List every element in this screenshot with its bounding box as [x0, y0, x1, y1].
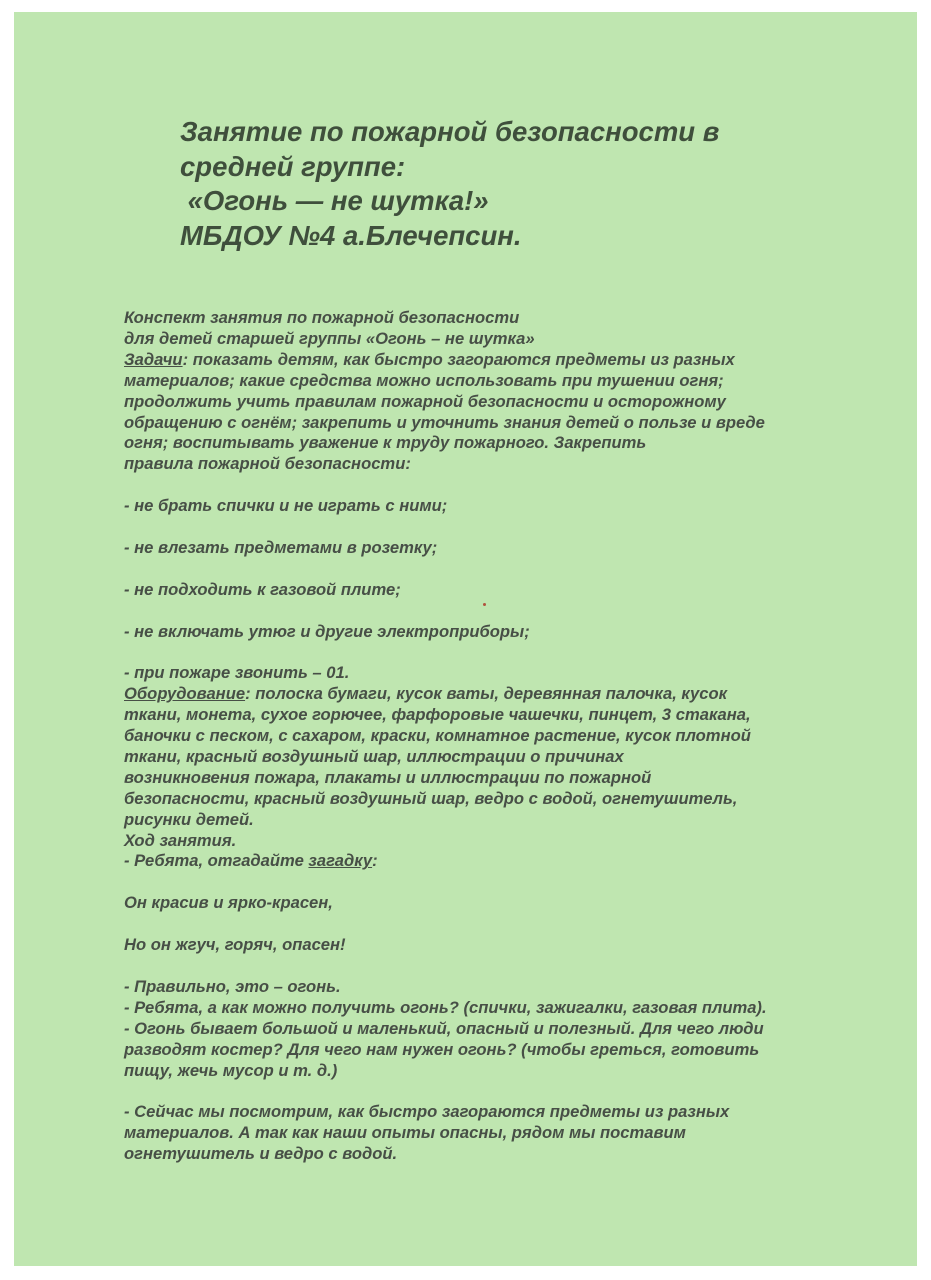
equipment-text: : полоска бумаги, кусок ваты, деревянная палочка, кусок	[245, 684, 728, 704]
riddle-prefix: - Ребята, отгадайте	[124, 851, 309, 871]
course-heading: Ход занятия.	[124, 830, 237, 850]
title-line: «Огонь — не шутка!»	[180, 185, 489, 216]
experiment-line: материалов. А так как наши опыты опасны, рядом мы поставим	[124, 1123, 686, 1143]
equipment-line: ткани, красный воздушный шар, иллюстрации о причинах	[124, 746, 624, 766]
intro-line: для детей старшей группы «Огонь – не шутка»	[124, 328, 535, 348]
riddle-line	[124, 851, 844, 872]
dialogue-line: пищу, жечь мусор и т. д.)	[124, 1060, 338, 1080]
dialogue-line: разводят костер? Для чего нам нужен огонь? (чтобы греться, готовить	[124, 1039, 760, 1059]
rule-item: - при пожаре звонить – 01.	[124, 663, 350, 683]
poem-line: Но он жгуч, горяч, опасен!	[124, 935, 346, 955]
riddle-suffix: :	[372, 851, 378, 871]
equipment-line: безопасности, красный воздушный шар, ведро с водой, огнетушитель,	[124, 788, 738, 808]
rule-item: - не подходить к газовой плите;	[124, 579, 401, 599]
dialogue-line: - Ребята, а как можно получить огонь? (спички, зажигалки, газовая плита).	[124, 997, 767, 1017]
equipment-line: ткани, монета, сухое горючее, фарфоровые чашечки, пинцет, 3 стакана,	[124, 705, 751, 725]
tasks-text: : показать детям, как быстро загораются предметы из разных	[182, 349, 735, 369]
title-line: средней группе:	[180, 150, 406, 182]
dialogue-line: - Огонь бывает большой и маленький, опасный и полезный. Для чего люди	[124, 1018, 764, 1038]
rule-item: - не влезать предметами в розетку;	[124, 537, 438, 557]
tasks-line: продолжить учить правилам пожарной безопасности и осторожному	[124, 391, 726, 411]
tasks-line: огня; воспитывать уважение к труду пожарного. Закрепить	[124, 433, 647, 453]
tasks-line: материалов; какие средства можно использовать при тушении огня;	[124, 370, 724, 390]
tasks-label: Задачи	[124, 349, 183, 369]
equipment-line: возникновения пожара, плакаты и иллюстрации по пожарной	[124, 767, 652, 787]
document-title	[180, 115, 820, 253]
equipment-label: Оборудование	[124, 684, 246, 704]
document-body	[124, 308, 844, 1165]
title-line: МБДОУ №4 а.Блечепсин.	[180, 219, 522, 251]
dialogue-line: - Правильно, это – огонь.	[124, 976, 341, 996]
rule-item: - не брать спички и не играть с ними;	[124, 496, 448, 516]
experiment-line: - Сейчас мы посмотрим, как быстро загораются предметы из разных	[124, 1102, 730, 1122]
tasks-line	[124, 350, 844, 371]
title-line: Занятие по пожарной безопасности в	[180, 116, 720, 147]
equipment-line: баночки с песком, с сахаром, краски, комнатное растение, кусок плотной	[124, 726, 751, 746]
equipment-line	[124, 684, 844, 705]
tasks-line: правила пожарной безопасности:	[124, 454, 411, 474]
intro-line: Конспект занятия по пожарной безопасности	[124, 308, 520, 327]
riddle-word: загадку	[308, 851, 373, 871]
equipment-line: рисунки детей.	[124, 809, 254, 829]
rule-item: - не включать утюг и другие электроприборы;	[124, 621, 530, 641]
tasks-line: обращению с огнём; закрепить и уточнить знания детей о пользе и вреде	[124, 412, 765, 432]
poem-line: Он красив и ярко-красен,	[124, 893, 333, 913]
experiment-line: огнетушитель и ведро с водой.	[124, 1144, 398, 1164]
